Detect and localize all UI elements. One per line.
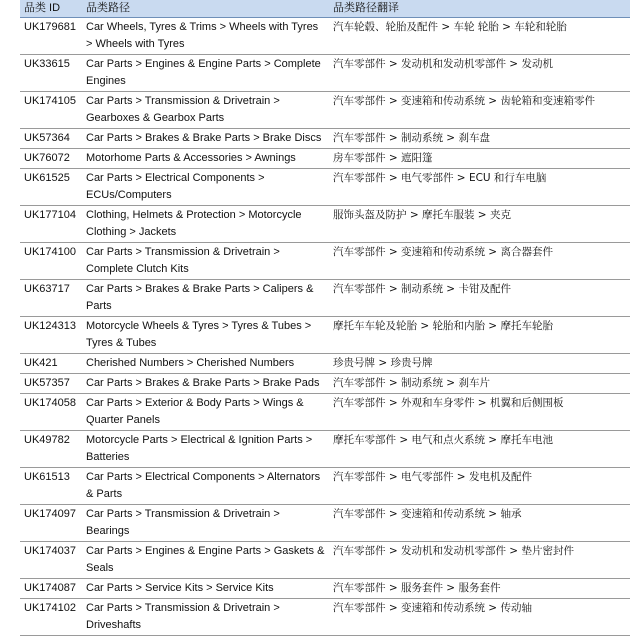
cell-path-translation: 汽车零部件 > 发动机和发动机零部件 > 发动机 [329, 55, 630, 92]
cell-category-id: UK57357 [20, 374, 82, 394]
cell-category-id: UK76072 [20, 149, 82, 169]
category-table-container [20, 0, 630, 636]
cell-category-id: UK49782 [20, 431, 82, 468]
table-row [20, 129, 630, 149]
cell-category-path: Car Parts > Transmission & Drivetrain > Complete Clutch Kits [82, 243, 329, 280]
cell-category-path: Car Parts > Transmission & Drivetrain > Gearboxes & Gearbox Parts [82, 92, 329, 129]
cell-path-translation: 汽车零部件 > 电气零部件 > 发电机及配件 [329, 468, 630, 505]
cell-category-path: Car Parts > Engines & Engine Parts > Gaskets & Seals [82, 542, 329, 579]
cell-path-translation: 汽车零部件 > 外观和车身零件 > 机翼和后侧围板 [329, 394, 630, 431]
header-category-path: 品类路径 [82, 0, 329, 18]
table-row [20, 243, 630, 280]
cell-category-path: Motorcycle Wheels & Tyres > Tyres & Tubes > Tyres & Tubes [82, 317, 329, 354]
table-header-row [20, 0, 630, 18]
cell-category-id: UK174100 [20, 243, 82, 280]
cell-category-path: Clothing, Helmets & Protection > Motorcycle Clothing > Jackets [82, 206, 329, 243]
header-path-translation: 品类路径翻译 [329, 0, 630, 18]
cell-path-translation: 汽车零部件 > 发动机和发动机零部件 > 垫片密封件 [329, 542, 630, 579]
cell-category-path: Motorcycle Parts > Electrical & Ignition Parts > Batteries [82, 431, 329, 468]
header-category-id: 品类 ID [20, 0, 82, 18]
cell-category-id: UK57364 [20, 129, 82, 149]
table-row [20, 206, 630, 243]
cell-category-path: Car Wheels, Tyres & Trims > Wheels with Tyres > Wheels with Tyres [82, 18, 329, 55]
cell-path-translation: 汽车零部件 > 制动系统 > 卡钳及配件 [329, 280, 630, 317]
cell-category-id: UK124313 [20, 317, 82, 354]
cell-path-translation: 汽车轮毂、轮胎及配件 > 车轮 轮胎 > 车轮和轮胎 [329, 18, 630, 55]
cell-category-id: UK421 [20, 354, 82, 374]
table-row [20, 354, 630, 374]
cell-category-id: UK33615 [20, 55, 82, 92]
cell-path-translation: 服饰头盔及防护 > 摩托车服装 > 夹克 [329, 206, 630, 243]
table-row [20, 92, 630, 129]
cell-path-translation: 汽车零部件 > 变速箱和传动系统 > 离合器套件 [329, 243, 630, 280]
table-row [20, 374, 630, 394]
cell-category-id: UK61513 [20, 468, 82, 505]
cell-category-id: UK61525 [20, 169, 82, 206]
cell-category-path: Car Parts > Exterior & Body Parts > Wings & Quarter Panels [82, 394, 329, 431]
table-row [20, 505, 630, 542]
cell-category-id: UK179681 [20, 18, 82, 55]
cell-path-translation: 汽车零部件 > 变速箱和传动系统 > 轴承 [329, 505, 630, 542]
cell-category-path: Car Parts > Brakes & Brake Parts > Calipers & Parts [82, 280, 329, 317]
cell-category-id: UK174037 [20, 542, 82, 579]
table-row [20, 394, 630, 431]
cell-path-translation: 汽车零部件 > 制动系统 > 刹车盘 [329, 129, 630, 149]
table-row [20, 149, 630, 169]
cell-category-path: Car Parts > Transmission & Drivetrain > Driveshafts [82, 599, 329, 636]
cell-category-id: UK174058 [20, 394, 82, 431]
cell-path-translation: 汽车零部件 > 电气零部件 > ECU 和行车电脑 [329, 169, 630, 206]
cell-category-path: Car Parts > Transmission & Drivetrain > Bearings [82, 505, 329, 542]
cell-category-path: Car Parts > Brakes & Brake Parts > Brake Discs [82, 129, 329, 149]
table-row [20, 169, 630, 206]
cell-path-translation: 房车零部件 > 遮阳篷 [329, 149, 630, 169]
cell-path-translation: 摩托车车轮及轮胎 > 轮胎和内胎 > 摩托车轮胎 [329, 317, 630, 354]
cell-path-translation: 珍贵号牌 > 珍贵号牌 [329, 354, 630, 374]
cell-category-id: UK63717 [20, 280, 82, 317]
table-row [20, 599, 630, 636]
table-row [20, 280, 630, 317]
category-table [20, 0, 630, 636]
table-row [20, 579, 630, 599]
cell-path-translation: 汽车零部件 > 制动系统 > 刹车片 [329, 374, 630, 394]
cell-category-path: Cherished Numbers > Cherished Numbers [82, 354, 329, 374]
cell-category-path: Car Parts > Electrical Components > ECUs/Computers [82, 169, 329, 206]
cell-category-id: UK174102 [20, 599, 82, 636]
cell-category-id: UK174097 [20, 505, 82, 542]
table-row [20, 542, 630, 579]
table-row [20, 18, 630, 55]
cell-category-id: UK174105 [20, 92, 82, 129]
cell-path-translation: 摩托车零部件 > 电气和点火系统 > 摩托车电池 [329, 431, 630, 468]
cell-path-translation: 汽车零部件 > 变速箱和传动系统 > 齿轮箱和变速箱零件 [329, 92, 630, 129]
cell-category-path: Motorhome Parts & Accessories > Awnings [82, 149, 329, 169]
cell-path-translation: 汽车零部件 > 变速箱和传动系统 > 传动轴 [329, 599, 630, 636]
cell-category-path: Car Parts > Service Kits > Service Kits [82, 579, 329, 599]
cell-category-id: UK177104 [20, 206, 82, 243]
cell-category-id: UK174087 [20, 579, 82, 599]
table-row [20, 431, 630, 468]
cell-category-path: Car Parts > Engines & Engine Parts > Complete Engines [82, 55, 329, 92]
table-row [20, 468, 630, 505]
cell-path-translation: 汽车零部件 > 服务套件 > 服务套件 [329, 579, 630, 599]
cell-category-path: Car Parts > Electrical Components > Alternators & Parts [82, 468, 329, 505]
table-row [20, 55, 630, 92]
table-row [20, 317, 630, 354]
cell-category-path: Car Parts > Brakes & Brake Parts > Brake Pads [82, 374, 329, 394]
